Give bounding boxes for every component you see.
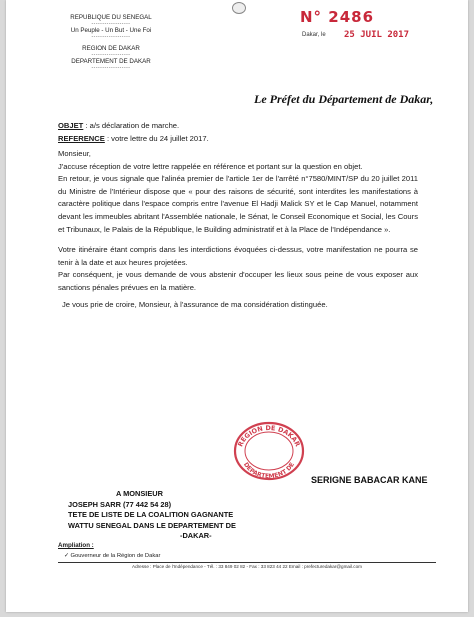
footer-divider bbox=[58, 562, 436, 563]
republic-name: REPUBLIQUE DU SENEGAL bbox=[70, 14, 152, 21]
paragraph-acknowledgement: J'accuse réception de votre lettre rappelée en référence et portant sur la question en objet. bbox=[58, 161, 363, 171]
paragraph-itinerary: Votre itinéraire étant compris dans les interdictions évoquées ci-dessus, votre manifestation ne pourra se tenir à la date et aux heures projetées. bbox=[58, 245, 418, 267]
subject-text: : a/s déclaration de marche. bbox=[83, 121, 180, 130]
recipient-title: A MONSIEUR bbox=[116, 489, 163, 498]
seal-bottom-text: DEPARTEMENT DE bbox=[241, 461, 297, 481]
divider-dots: ------------------ bbox=[91, 52, 131, 58]
registration-number-stamp: N° 2486 bbox=[300, 8, 375, 26]
divider-dots: ------------------ bbox=[91, 21, 131, 27]
signatory-name: SERIGNE BABACAR KANE bbox=[311, 475, 428, 485]
recipient-role-line-3: -DAKAR- bbox=[180, 531, 212, 541]
salutation: Monsieur, bbox=[58, 149, 91, 158]
recipient-name: JOSEPH SARR (77 442 54 28) bbox=[68, 499, 172, 509]
recipient-role-line-1: TETE DE LISTE DE LA COALITION GAGNANTE bbox=[68, 510, 234, 520]
recipient-role-line-2: WATTU SENEGAL DANS LE DEPARTEMENT DE bbox=[68, 520, 236, 530]
place-date-label: Dakar, le bbox=[302, 32, 326, 38]
reference-text: : votre lettre du 24 juillet 2017. bbox=[104, 134, 209, 143]
reference-line bbox=[58, 134, 209, 143]
department-name: DEPARTEMENT DE DAKAR bbox=[71, 58, 151, 65]
seal-top-text: REGION DE DAKAR bbox=[236, 423, 302, 448]
paragraph-regulation: En retour, je vous signale que l'alinéa premier de l'article 1er de l'arrêté n°7580/MINT/SP du 20 juillet 2011 du Ministre de l'Intérieur dispose que « pour des raisons de sécurité, sont interdites les manifestations à caractère politique dans l'espace compris entre l'avenue El Hadji Malick SY et le Cap Manuel, notamment devant les immeubles abritant l'Assemblée nationale, le Sénat, le Conseil Economique et Social, les Cours et Tribunaux, le Palais de la République, le Building administratif et à la Place de l'Indépendance ». bbox=[58, 174, 418, 234]
paragraph-closing: Je vous prie de croire, Monsieur, à l'assurance de ma considération distinguée. bbox=[62, 299, 328, 309]
binder-hole-icon bbox=[232, 2, 246, 14]
divider-dots: ------------------ bbox=[91, 34, 131, 40]
official-seal-icon bbox=[232, 420, 306, 482]
national-motto: Un Peuple - Un But - Une Foi bbox=[70, 27, 152, 34]
copy-to-item: ✓ Gouverneur de la Région de Dakar bbox=[64, 553, 161, 559]
prefect-title: Le Préfet du Département de Dakar, bbox=[254, 92, 434, 106]
paragraph-consequence: Par conséquent, je vous demande de vous abstenir d'occuper les lieux sous peine de vous exposer aux sanctions pénales prévues en la matière. bbox=[58, 270, 418, 292]
letterhead bbox=[48, 14, 174, 71]
reference-label: REFERENCE bbox=[58, 134, 105, 143]
divider-dots: ------------------ bbox=[91, 65, 131, 71]
document-page bbox=[6, 0, 468, 612]
footer-address: Adresse : Place de l'Indépendance - Tél. : 33 849 02 82 - Fax : 33 823 44 22 Email : prefecturedakar@gmail.com bbox=[132, 564, 362, 569]
region-name: REGION DE DAKAR bbox=[82, 45, 140, 52]
recipient-block bbox=[68, 489, 328, 542]
date-stamp: 25 JUIL 2017 bbox=[344, 30, 410, 40]
subject-line bbox=[58, 121, 179, 130]
copy-to-label: Ampliation : bbox=[58, 542, 94, 549]
svg-text:DEPARTEMENT DE bbox=[242, 461, 296, 480]
letter-body bbox=[58, 148, 418, 311]
subject-label: OBJET bbox=[58, 121, 84, 130]
